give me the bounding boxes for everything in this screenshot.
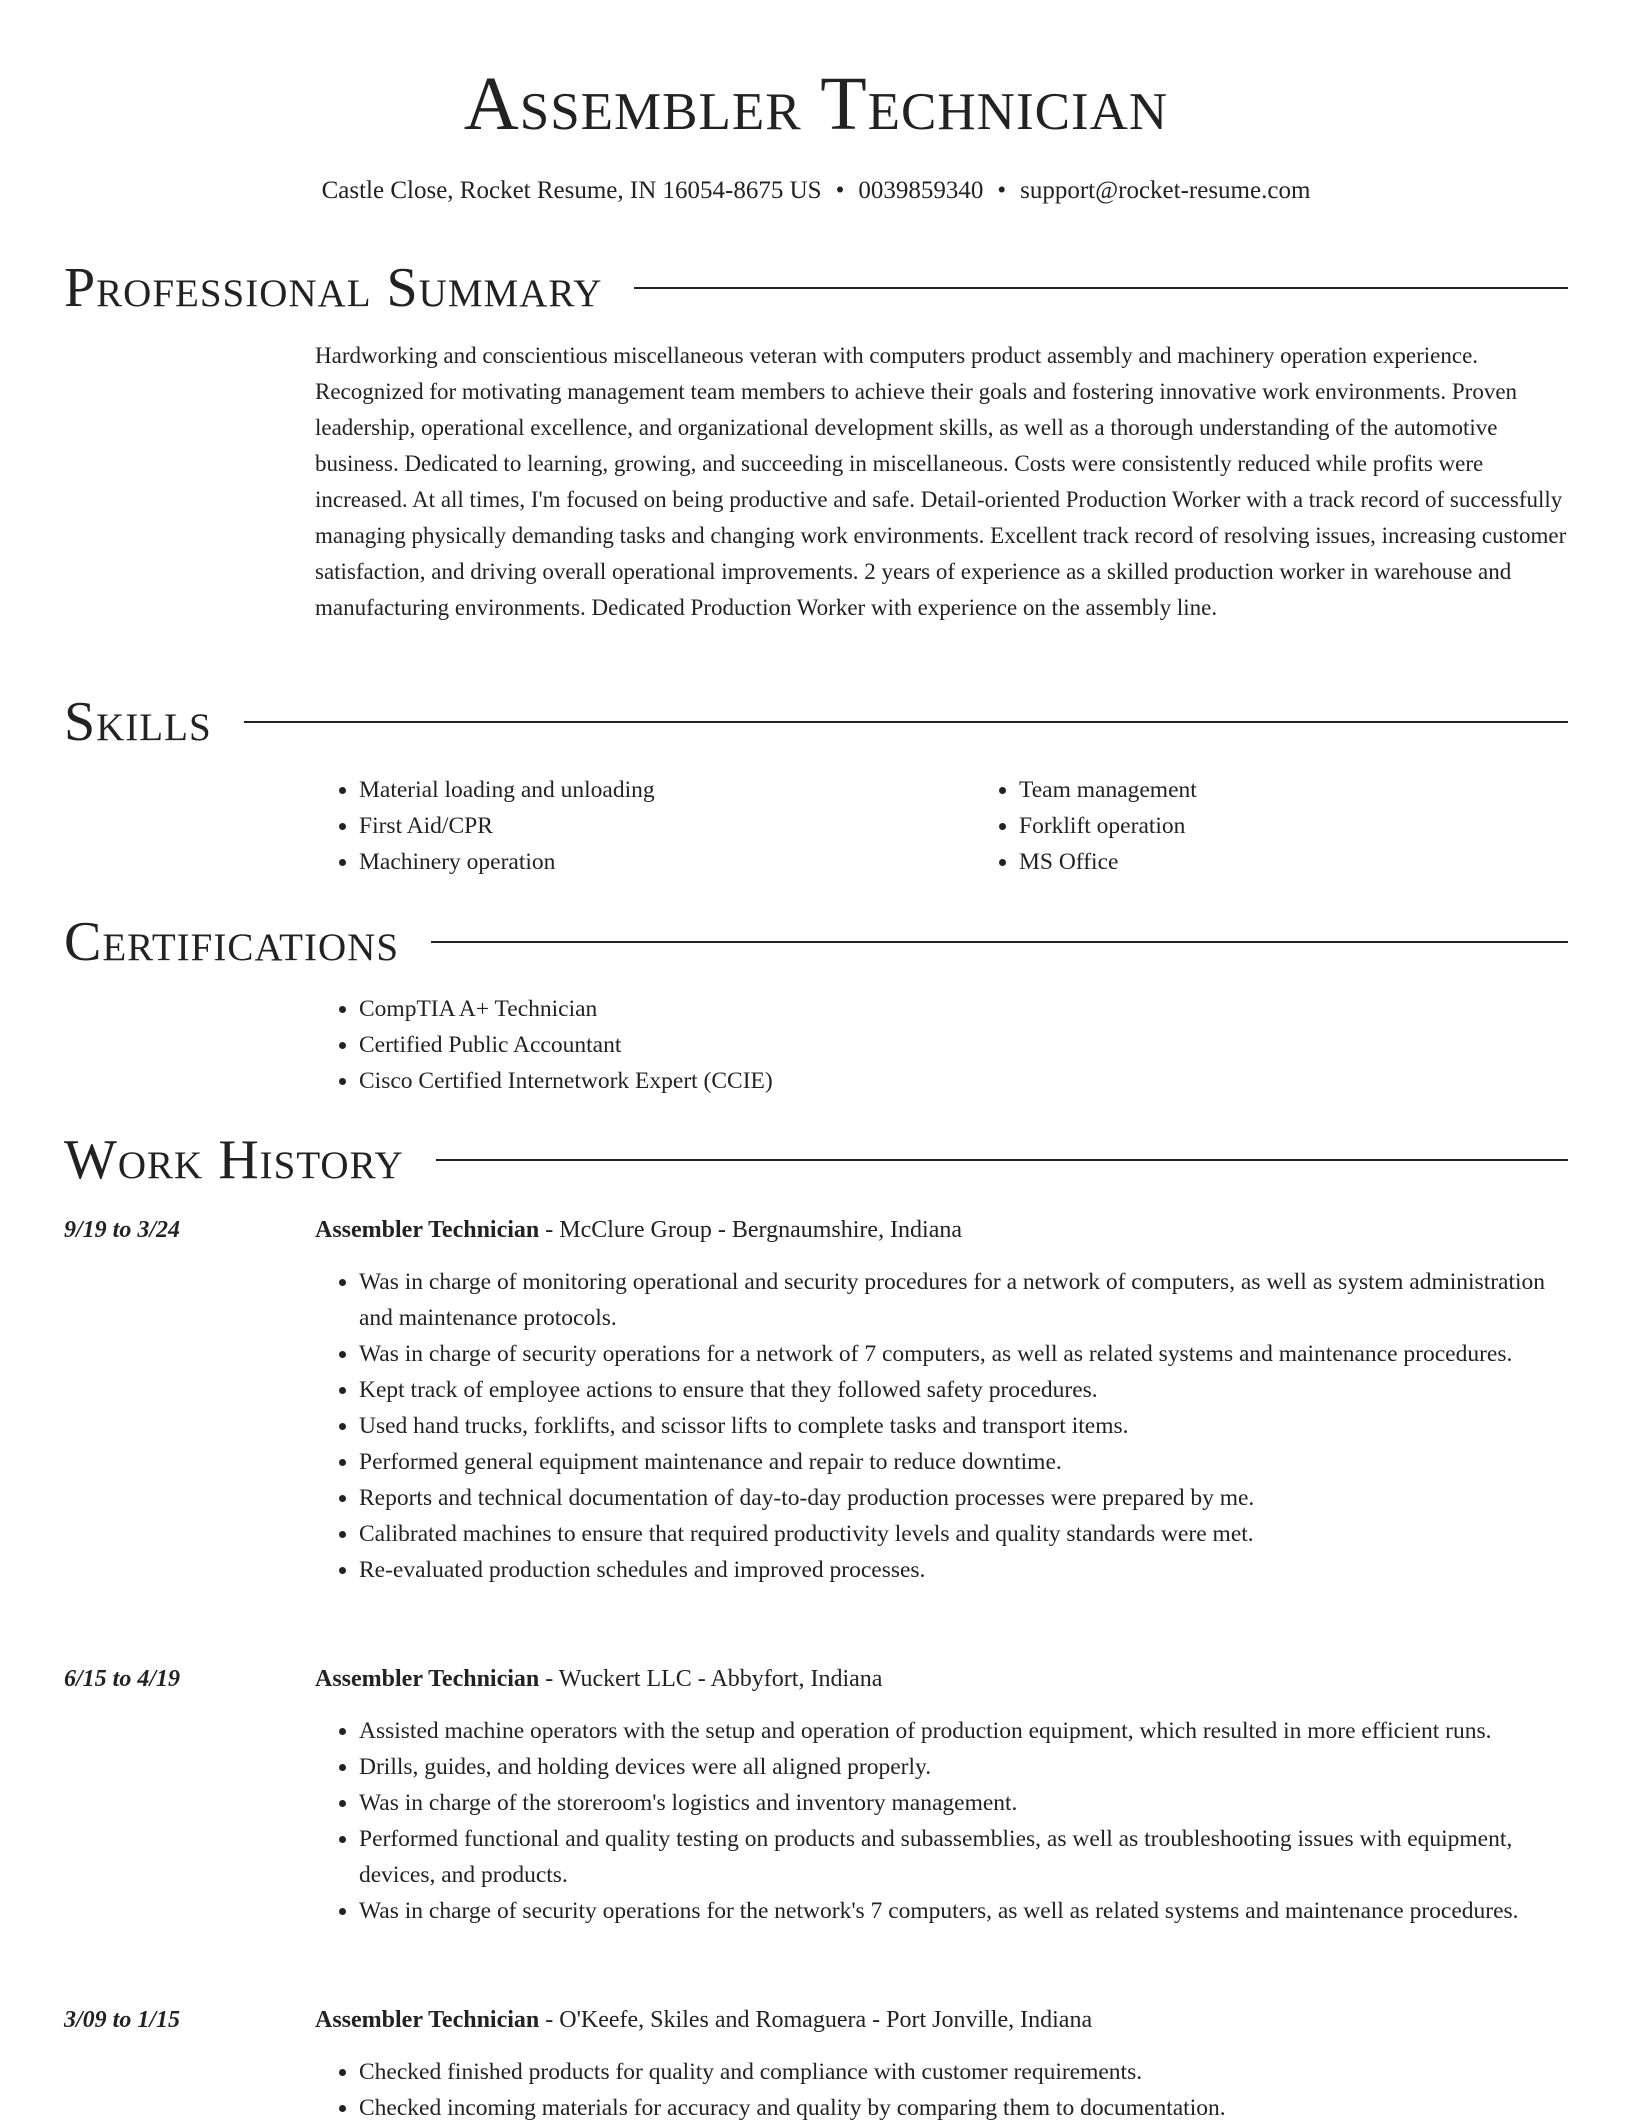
contact-separator: •: [997, 177, 1007, 204]
skill-item: • First Aid/CPR: [359, 808, 975, 844]
section-divider: [436, 1159, 1568, 1161]
summary-title: Professional Summary: [64, 257, 603, 319]
job-bullet: • Checked finished products for quality and compliance with customer requirements.: [359, 2054, 1568, 2090]
summary-body: [315, 338, 1568, 626]
skill-item: • MS Office: [1019, 844, 1632, 880]
skills-title: Skills: [64, 691, 212, 753]
section-divider: [431, 941, 1568, 943]
contact-line: [64, 174, 1568, 208]
job-bullet: • Reports and technical documentation of day-to-day production processes were prepared by me.: [359, 1480, 1568, 1516]
candidate-name: Assembler Technician: [463, 62, 1169, 146]
job-bullet: • Drills, guides, and holding devices were all aligned properly.: [359, 1749, 1568, 1785]
job-bullet: • Was in charge of monitoring operational and security procedures for a network of computers, as well as system administration and maintenance protocols.: [359, 1264, 1568, 1336]
summary-heading: [64, 258, 1568, 318]
job-dates: 3/09 to 1/15: [64, 2007, 181, 2033]
job-bullet: • Performed functional and quality testing on products and subassemblies, as well as troubleshooting issues with equipment, devices, and products.: [359, 1821, 1568, 1893]
job-header: [315, 2002, 1092, 2038]
contact-email[interactable]: support@rocket-resume.com: [1020, 177, 1311, 204]
skills-column-left: [315, 772, 975, 880]
section-divider: [244, 721, 1568, 723]
contact-phone: 0039859340: [858, 177, 984, 204]
work-history-heading: [64, 1130, 1568, 1190]
skills-heading: [64, 692, 1568, 752]
certifications-title: Certifications: [64, 911, 400, 973]
certification-item: • CompTIA A+ Technician: [359, 991, 1568, 1027]
summary-text: Hardworking and conscientious miscellaneous veteran with computers product assembly and machinery operation experience. Recognized for motivating management team members to achieve their goals and fostering innovative work environments. Proven leadership, operational excellence, and organizational development skills, as well as a thorough understanding of the automotive business. Dedicated to learning, growing, and succeeding in miscellaneous. Costs were consistently reduced while profits were increased. At all times, I'm focused on being productive and safe. Detail-oriented Production Worker with a track record of successfully managing physically demanding tasks and changing work environments. Excellent track record of resolving issues, increasing customer satisfaction, and driving overall operational improvements. 2 years of experience as a skilled production worker in warehouse and manufacturing environments. Dedicated Production Worker with experience on the assembly line.: [315, 343, 1567, 620]
job-employer: - O'Keefe, Skiles and Romaguera - Port Jonville, Indiana: [539, 2007, 1093, 2033]
job-bullets: [315, 2054, 1568, 2126]
skill-item: • Team management: [1019, 772, 1632, 808]
skills-column-right: [975, 772, 1632, 880]
job-header: [315, 1661, 882, 1697]
job-bullet: • Kept track of employee actions to ensure that they followed safety procedures.: [359, 1372, 1568, 1408]
job-dates: 9/19 to 3/24: [64, 1217, 181, 1243]
section-divider: [634, 287, 1568, 289]
skill-item: • Material loading and unloading: [359, 772, 975, 808]
job-employer: - Wuckert LLC - Abbyfort, Indiana: [539, 1666, 883, 1692]
job-title: Assembler Technician: [315, 1666, 540, 1692]
job-bullet: • Was in charge of security operations for a network of 7 computers, as well as related systems and maintenance procedures.: [359, 1336, 1568, 1372]
job-dates: 6/15 to 4/19: [64, 1666, 181, 1692]
job-bullets: [315, 1713, 1568, 1929]
certification-item: • Cisco Certified Internetwork Expert (CCIE): [359, 1063, 1568, 1099]
job-header: [315, 1212, 962, 1248]
job-bullet: • Re-evaluated production schedules and improved processes.: [359, 1552, 1568, 1588]
job-bullet: • Calibrated machines to ensure that required productivity levels and quality standards were met.: [359, 1516, 1568, 1552]
job-bullet: • Assisted machine operators with the setup and operation of production equipment, which resulted in more efficient runs.: [359, 1713, 1568, 1749]
skill-item: • Machinery operation: [359, 844, 975, 880]
job-bullet: • Was in charge of security operations for the network's 7 computers, as well as related systems and maintenance procedures.: [359, 1893, 1568, 1929]
contact-address: Castle Close, Rocket Resume, IN 16054-8675 US: [321, 177, 822, 204]
job-bullets: [315, 1264, 1568, 1588]
work-history-title: Work History: [64, 1129, 404, 1191]
job-title: Assembler Technician: [315, 1217, 540, 1243]
certifications-list: [315, 991, 1568, 1099]
certifications-heading: [64, 912, 1568, 972]
job-employer: - McClure Group - Bergnaumshire, Indiana: [539, 1217, 963, 1243]
job-bullet: • Was in charge of the storeroom's logistics and inventory management.: [359, 1785, 1568, 1821]
job-title: Assembler Technician: [315, 2007, 540, 2033]
skill-item: • Forklift operation: [1019, 808, 1632, 844]
skills-list: [315, 772, 1568, 880]
job-bullet: • Used hand trucks, forklifts, and scissor lifts to complete tasks and transport items.: [359, 1408, 1568, 1444]
job-bullet: • Checked incoming materials for accuracy and quality by comparing them to documentation.: [359, 2090, 1568, 2126]
job-bullet: • Performed general equipment maintenance and repair to reduce downtime.: [359, 1444, 1568, 1480]
certification-item: • Certified Public Accountant: [359, 1027, 1568, 1063]
contact-separator: •: [835, 177, 845, 204]
